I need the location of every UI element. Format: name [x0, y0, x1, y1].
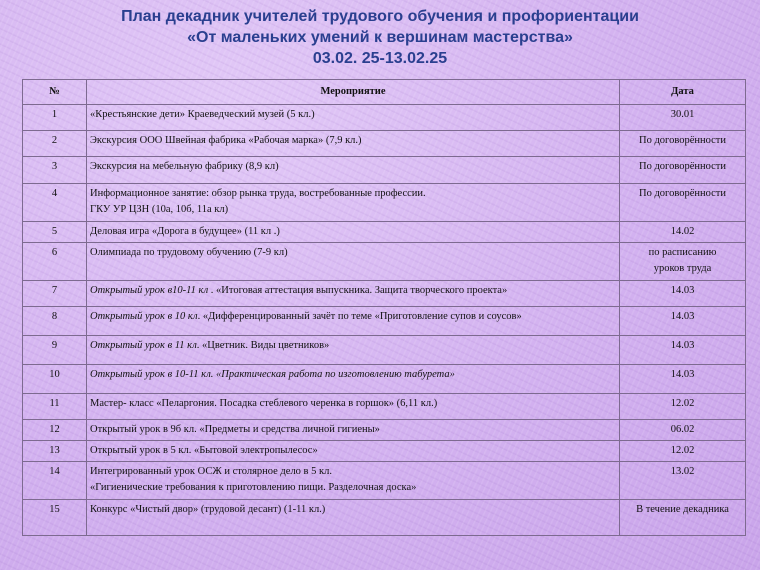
event-text: Открытый урок в 9б кл. «Предметы и средства личной гигиены» [90, 424, 380, 435]
row-event [87, 394, 620, 420]
row-event [87, 131, 620, 157]
row-event [87, 157, 620, 184]
row-date: 14.03 [620, 307, 746, 336]
row-date: 12.02 [620, 394, 746, 420]
event-text: Олимпиада по трудовому обучению (7-9 кл) [90, 247, 288, 258]
event-text: Интегрированный урок ОСЖ и столярное дело в 5 кл. [90, 466, 332, 477]
event-text: Экскурсия на мебельную фабрику (8,9 кл) [90, 161, 279, 172]
event-lead: Открытый урок в10-11 кл [90, 285, 209, 296]
table-row [23, 307, 746, 336]
row-num: 5 [23, 222, 87, 243]
row-event [87, 441, 620, 462]
row-date: В течение декадника [620, 500, 746, 536]
row-event [87, 420, 620, 441]
event-text: . «Цветник. Виды цветников» [196, 340, 330, 351]
event-text-2: ГКУ УР ЦЗН (10а, 10б, 11а кл) [90, 204, 229, 215]
row-num: 9 [23, 336, 87, 365]
row-num: 15 [23, 500, 87, 536]
row-date: 14.03 [620, 281, 746, 307]
table-header-row [23, 80, 746, 105]
row-num: 2 [23, 131, 87, 157]
row-num: 4 [23, 184, 87, 222]
date-line-1: по расписанию [648, 247, 717, 258]
row-event [87, 500, 620, 536]
event-text: Мастер- класс «Пеларгония. Посадка стеблевого черенка в горшок» (6,11 кл.) [90, 398, 438, 409]
events-table [22, 79, 746, 536]
row-event [87, 281, 620, 307]
row-date: По договорённости [620, 131, 746, 157]
event-text: . «Дифференцированный зачёт по теме «Приготовление супов и соусов» [197, 311, 522, 322]
row-num: 8 [23, 307, 87, 336]
row-event [87, 462, 620, 500]
row-num: 1 [23, 105, 87, 131]
table-row [23, 281, 746, 307]
row-num: 3 [23, 157, 87, 184]
table-row [23, 222, 746, 243]
table-row [23, 462, 746, 500]
event-lead: Открытый урок в 10-11 кл. [90, 369, 214, 380]
header-num: № [23, 80, 87, 105]
row-date: 12.02 [620, 441, 746, 462]
row-date: 30.01 [620, 105, 746, 131]
event-lead: Открытый урок в 11 кл [90, 340, 197, 351]
event-text: «Крестьянские дети» Краеведческий музей (5 кл.) [90, 109, 315, 120]
row-num: 12 [23, 420, 87, 441]
row-event [87, 307, 620, 336]
row-event [87, 105, 620, 131]
event-text: . «Итоговая аттестация выпускника. Защита творческого проекта» [208, 285, 508, 296]
table-row [23, 157, 746, 184]
event-text: Деловая игра «Дорога в будущее» (11 кл .) [90, 226, 280, 237]
table-row [23, 365, 746, 394]
table-row [23, 336, 746, 365]
row-date: По договорённости [620, 184, 746, 222]
row-date: 13.02 [620, 462, 746, 500]
table-row [23, 500, 746, 536]
row-num: 7 [23, 281, 87, 307]
event-text: «Практическая работа по изготовлению табурета» [213, 369, 455, 380]
header-date: Дата [620, 80, 746, 105]
row-date: 14.03 [620, 365, 746, 394]
row-date: 14.03 [620, 336, 746, 365]
row-event [87, 222, 620, 243]
row-date: 06.02 [620, 420, 746, 441]
header-event: Мероприятие [87, 80, 620, 105]
event-lead: Открытый урок в 10 кл [90, 311, 198, 322]
date-line-2: уроков труда [653, 263, 712, 274]
row-event [87, 365, 620, 394]
event-text: Открытый урок в 5 кл. «Бытовой электропылесос» [90, 445, 318, 456]
row-date: По договорённости [620, 157, 746, 184]
table-row [23, 441, 746, 462]
row-num: 10 [23, 365, 87, 394]
row-event [87, 184, 620, 222]
event-text: Конкурс «Чистый двор» (трудовой десант) (1-11 кл.) [90, 504, 326, 515]
event-text: Информационное занятие: обзор рынка труда, востребованные профессии. [90, 188, 426, 199]
event-text-2: «Гигиенические требования к приготовлению пищи. Разделочная доска» [90, 482, 417, 493]
title-line-2: «От маленьких умений к вершинам мастерства» [187, 29, 573, 46]
row-num: 14 [23, 462, 87, 500]
table-row [23, 420, 746, 441]
table-row [23, 243, 746, 281]
table-row [23, 394, 746, 420]
title-line-1: План декадник учителей трудового обучения и профориентации [121, 8, 639, 25]
row-num: 11 [23, 394, 87, 420]
row-num: 13 [23, 441, 87, 462]
table-row [23, 184, 746, 222]
title-line-3: 03.02. 25-13.02.25 [312, 50, 448, 67]
table-row [23, 131, 746, 157]
row-num: 6 [23, 243, 87, 281]
page-title [0, 6, 760, 69]
row-event [87, 336, 620, 365]
row-event [87, 243, 620, 281]
row-date: 14.02 [620, 222, 746, 243]
row-date [620, 243, 746, 281]
event-text: Экскурсия ООО Швейная фабрика «Рабочая марка» (7,9 кл.) [90, 135, 362, 146]
table-row [23, 105, 746, 131]
